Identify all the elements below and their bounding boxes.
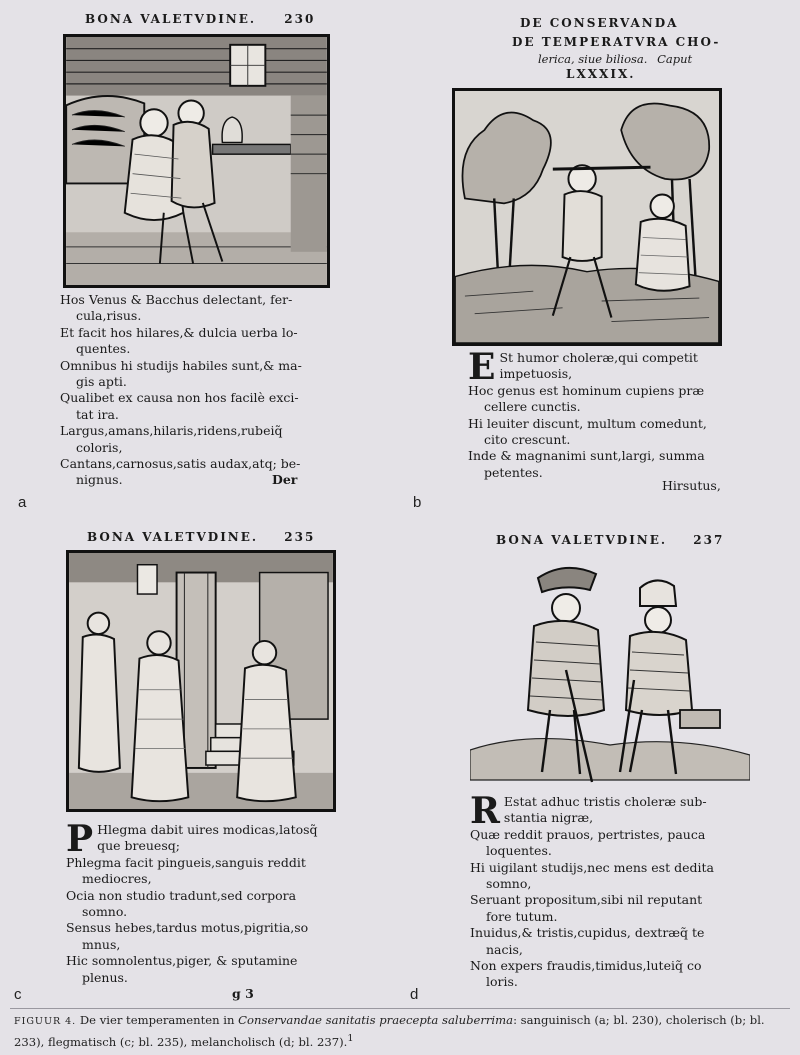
figure-label: FIGUUR 4. (14, 1016, 77, 1027)
panel-letter-d: d (410, 986, 419, 1003)
verse-line: Omnibus hi studijs habiles sunt,& ma- (60, 357, 302, 373)
verse-line: loris. (486, 974, 518, 990)
verse-line: coloris, (76, 439, 123, 455)
catchword-a: Der (272, 472, 298, 487)
verse-line: Inde & magnanimi sunt,largi, summa (468, 448, 705, 464)
verse-line: somno, (486, 876, 532, 892)
title-line-1: DE CONSERVANDA (520, 16, 679, 30)
caption-rule (10, 1008, 790, 1009)
running-head-c: BONA VALETVDINE. 235 (87, 530, 316, 544)
verse-line: cellere cunctis. (484, 399, 581, 415)
verse-line: Largus,amans,hilaris,ridens,rubeiq̃ (60, 423, 283, 439)
figure-caption (14, 1012, 794, 1051)
woodcut-couple-illustration (66, 37, 327, 285)
running-head-a: BONA VALETVDINE. 230 (85, 12, 316, 26)
verse-a (60, 292, 302, 489)
caption-text-before: De vier temperamenten in (76, 1013, 239, 1027)
verse-line: Hlegma dabit uires modicas,latosq̃ (97, 822, 318, 837)
verse-line: St humor choleræ,qui competit (499, 350, 698, 365)
verse-line: Cantans,carnosus,satis audax,atq; be- (60, 456, 301, 472)
verse-line: impetuosis, (499, 366, 573, 382)
verse-line: somno. (82, 904, 128, 920)
verse-line: petentes. (484, 464, 543, 480)
signature-mark-c: g 3 (232, 986, 254, 1001)
folio-c: 235 (284, 530, 316, 544)
verse-b (468, 346, 707, 481)
verse-line: nacis, (486, 941, 523, 957)
caption-book-title: Conservandae sanitatis praecepta saluberrima (238, 1013, 514, 1027)
folio-d: 237 (693, 533, 725, 547)
verse-line: Qualibet ex causa non hos facilè exci- (60, 390, 299, 406)
folio-a: 230 (284, 12, 316, 26)
verse-line: Estat adhuc tristis choleræ sub- (503, 794, 707, 809)
verse-line: Et facit hos hilares,& dulcia uerba lo- (60, 324, 298, 340)
caption-footnote-marker: 1 (347, 1033, 354, 1044)
verse-line: gis apti. (76, 374, 127, 390)
verse-line: quentes. (76, 341, 131, 357)
panel-letter-c: c (14, 986, 22, 1003)
woodcut-image-d (470, 560, 750, 790)
panel-letter-a: a (18, 494, 27, 511)
verse-c (66, 818, 318, 986)
verse-line: que breuesq; (97, 838, 180, 854)
verse-line: nignus. (76, 472, 123, 488)
woodcut-image-a (63, 34, 330, 288)
verse-line: loquentes. (486, 843, 552, 859)
verse-line: Quæ reddit prauos, pertristes, pauca (470, 826, 706, 842)
dropcap-c: P (66, 818, 94, 860)
verse-line: Ocia non studio tradunt,sed corpora (66, 887, 297, 903)
dropcap-b: E (468, 346, 496, 388)
dropcap-d: R (470, 790, 500, 832)
verse-line: cula,risus. (76, 308, 142, 324)
woodcut-choleric-illustration (455, 91, 719, 343)
subtitle-b: lerica, siue biliosa. Caput (538, 52, 693, 66)
verse-line: mnus, (82, 936, 121, 952)
verse-line: mediocres, (82, 871, 152, 887)
verse-line: plenus. (82, 969, 128, 985)
verse-line: Inuidus,& tristis,cupidus, dextræq̃ te (470, 925, 705, 941)
verse-line: Non expers fraudis,timidus,luteiq̃ co (470, 958, 702, 974)
verse-line: Sensus hebes,tardus motus,pigritia,so (66, 920, 309, 936)
verse-line: stantia nigræ, (503, 810, 594, 826)
catchword-b: Hirsutus, (662, 478, 721, 493)
woodcut-phlegmatic-illustration (69, 553, 333, 809)
chapter-number: LXXXIX. (566, 67, 636, 81)
verse-line: Hic somnolentus,piger, & sputamine (66, 953, 298, 969)
verse-line: tat ira. (76, 406, 119, 422)
verse-line: Hi leuiter discunt, multum comedunt, (468, 415, 707, 431)
verse-line: Phlegma facit pingueis,sanguis reddit (66, 854, 306, 870)
panel-letter-b: b (413, 494, 422, 511)
verse-line: Hos Venus & Bacchus delectant, fer- (60, 292, 293, 307)
verse-line: cito crescunt. (484, 432, 571, 448)
verse-d (470, 790, 714, 991)
verse-line: Hi uigilant studijs,nec mens est dedita (470, 859, 714, 875)
woodcut-melancholic-illustration (470, 560, 750, 790)
verse-line: Hoc genus est hominum cupiens præ (468, 382, 705, 398)
caption-text-after: : sanguinisch (a; bl. 230), cholerisch (b; bl. 233), flegmatisch (c; bl. 235), melancholisch (d; bl. 237). (14, 1013, 765, 1049)
woodcut-image-b (452, 88, 722, 346)
title-line-2: DE TEMPERATVRA CHO- (512, 35, 721, 49)
running-head-d: BONA VALETVDINE. 237 (496, 533, 725, 547)
verse-line: fore tutum. (486, 908, 558, 924)
caput-label: Caput (657, 52, 693, 66)
verse-line: Seruant propositum,sibi nil reputant (470, 892, 703, 908)
woodcut-image-c (66, 550, 336, 812)
